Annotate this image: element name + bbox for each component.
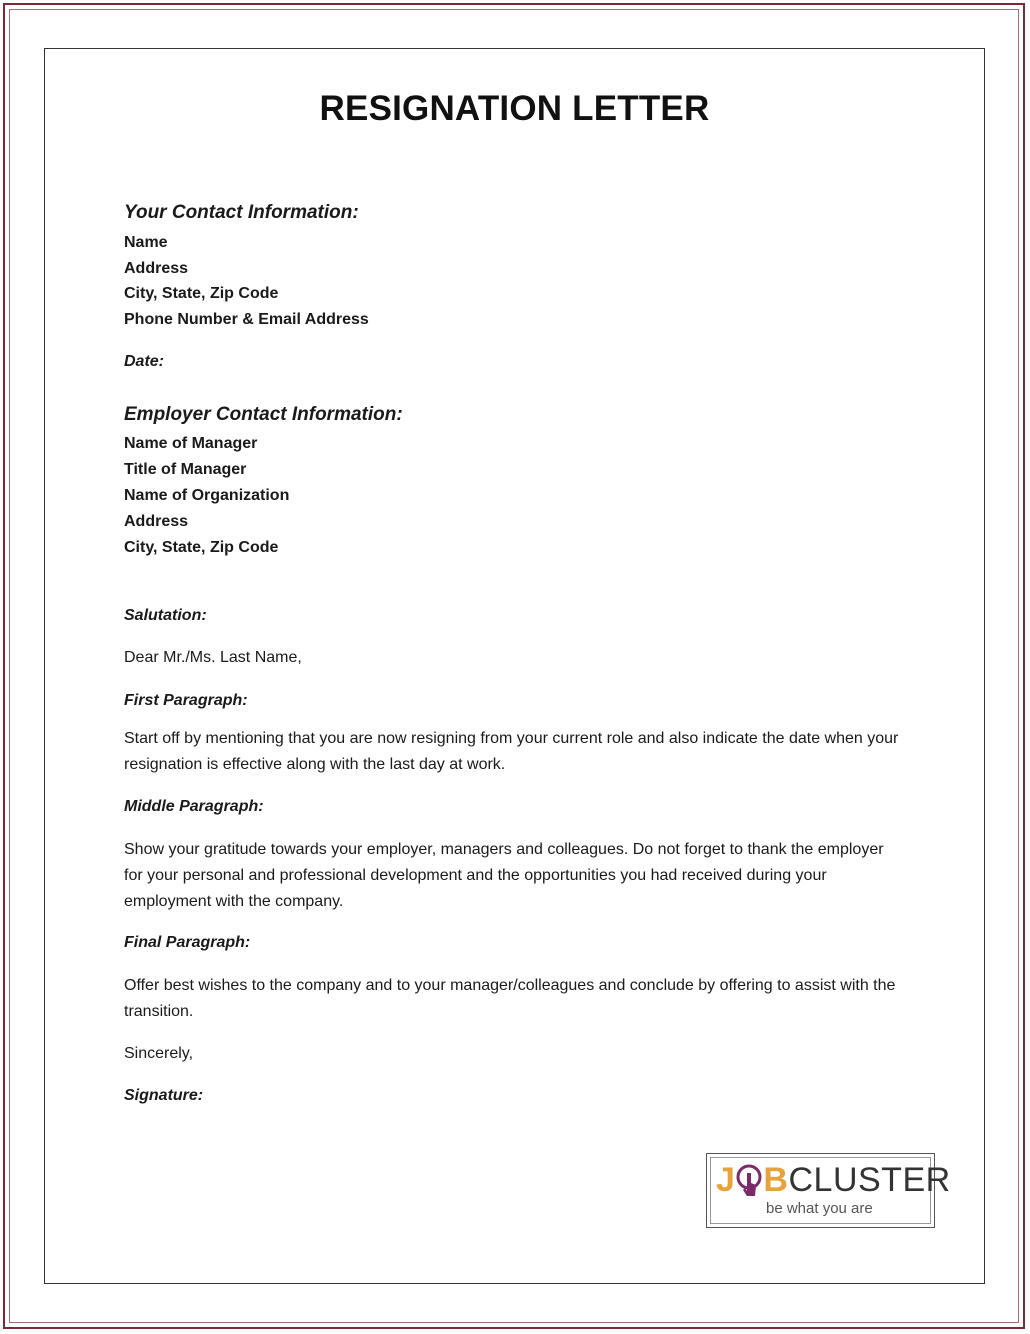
employer-city: City, State, Zip Code: [124, 539, 279, 556]
middle-paragraph-text: Show your gratitude towards your employer, managers and colleagues. Do not forget to thank the employer for your personal and professional development and the opportunities you had received during your employment with the company.: [124, 841, 884, 910]
logo-letter-b: B: [763, 1161, 789, 1199]
final-paragraph-text: Offer best wishes to the company and to your manager/colleagues and conclude by offering to assist with the transition.: [124, 977, 896, 1020]
first-paragraph-text: Start off by mentioning that you are now resigning from your current role and also indicate the date when your resignation is effective along with the last day at work.: [124, 730, 899, 773]
final-paragraph-label: Final Paragraph:: [124, 934, 251, 951]
employer-manager-name: Name of Manager: [124, 435, 258, 452]
contact-heading: Your Contact Information:: [124, 202, 359, 223]
employer-heading: Employer Contact Information:: [124, 404, 403, 425]
logo-tagline: be what you are: [766, 1200, 873, 1217]
jobcluster-logo: [706, 1153, 951, 1228]
contact-phone-email: Phone Number & Email Address: [124, 311, 369, 328]
contact-address: Address: [124, 260, 189, 277]
employer-organization: Name of Organization: [124, 487, 290, 504]
letter-page: [44, 48, 985, 1284]
pointer-hand-icon: [735, 1161, 763, 1199]
employer-manager-title: Title of Manager: [124, 461, 247, 478]
date-label: Date:: [124, 353, 165, 370]
employer-address: Address: [124, 513, 189, 530]
first-paragraph-label: First Paragraph:: [124, 692, 248, 709]
page-title: RESIGNATION LETTER: [319, 89, 710, 128]
middle-paragraph-label: Middle Paragraph:: [124, 798, 264, 815]
salutation-label: Salutation:: [124, 607, 207, 624]
salutation-text: Dear Mr./Ms. Last Name,: [124, 649, 302, 666]
logo-letter-j: J: [716, 1161, 736, 1199]
closing-text: Sincerely,: [124, 1045, 194, 1062]
logo-brand-rest: CLUSTER: [788, 1161, 951, 1199]
signature-label: Signature:: [124, 1087, 204, 1104]
logo-wordmark: [716, 1161, 951, 1199]
contact-city: City, State, Zip Code: [124, 285, 279, 302]
contact-name: Name: [124, 234, 168, 251]
